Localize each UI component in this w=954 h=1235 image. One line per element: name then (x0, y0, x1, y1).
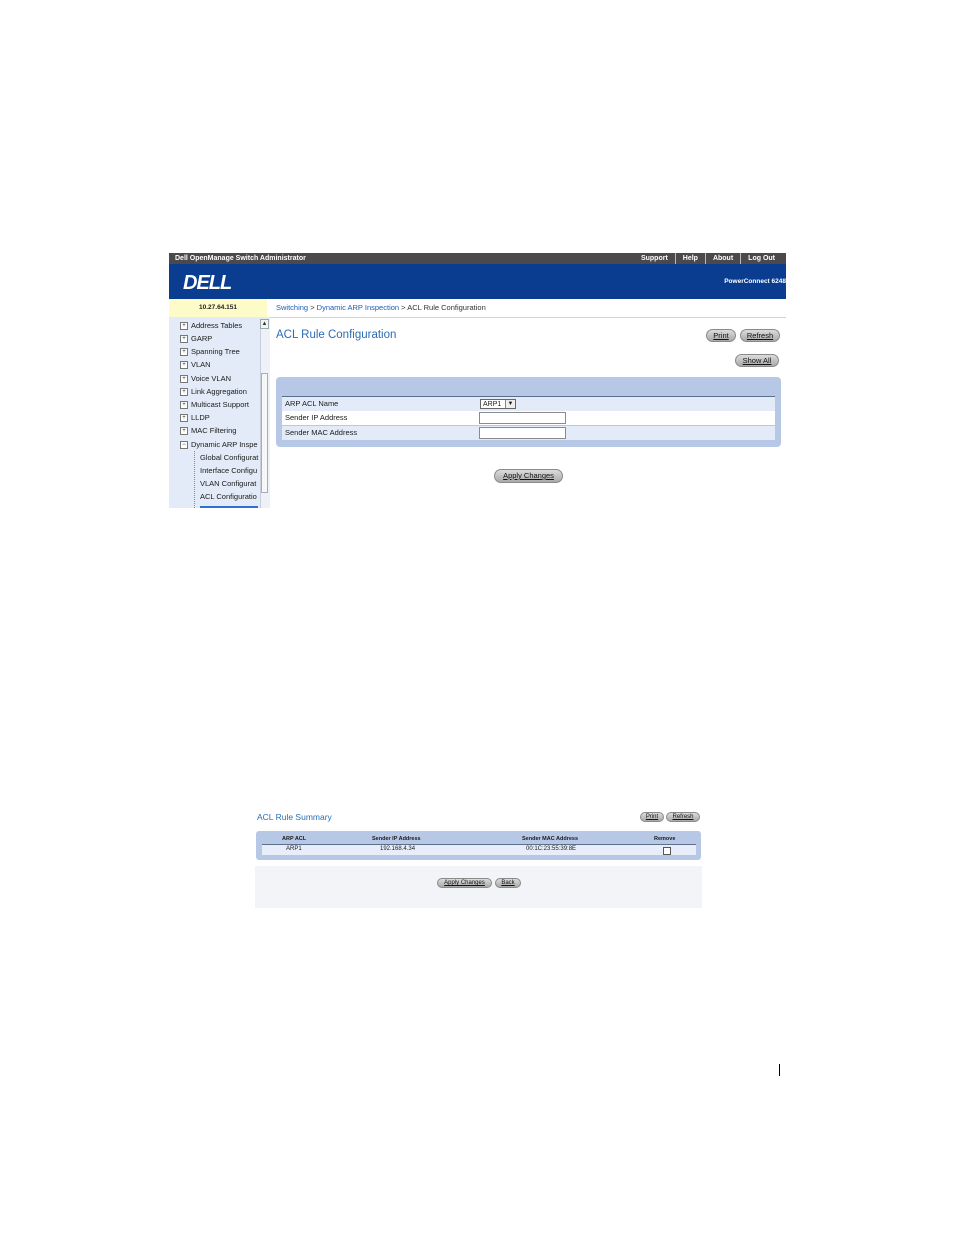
form-row-arp-acl-name (282, 396, 775, 411)
sidebar-item-label: Dynamic ARP Inspe (191, 440, 258, 449)
arp-acl-name-value: ARP1 (483, 401, 502, 408)
scroll-up-arrow-icon[interactable]: ▲ (261, 321, 268, 327)
sidebar-item-lldp[interactable] (180, 413, 260, 425)
column-header-sender-ip: Sender IP Address (372, 836, 421, 842)
expand-icon[interactable]: + (180, 348, 188, 356)
expand-icon[interactable]: + (180, 375, 188, 383)
column-header-sender-mac: Sender MAC Address (522, 836, 579, 842)
page-title: ACL Rule Configuration (276, 329, 397, 341)
table-row (262, 844, 696, 855)
form-row-sender-mac (282, 426, 775, 440)
sidebar-item-garp[interactable] (180, 334, 260, 346)
sender-mac-input[interactable] (479, 427, 566, 439)
logout-link[interactable]: Log Out (740, 253, 782, 264)
breadcrumb-current: ACL Rule Configuration (407, 303, 486, 312)
acl-rule-summary-table (256, 831, 701, 860)
sender-ip-label: Sender IP Address (285, 413, 348, 422)
sidebar-item-label: LLDP (191, 413, 210, 422)
form-row-sender-ip (282, 411, 775, 425)
help-link[interactable]: Help (675, 253, 705, 264)
sidebar-subitem-vlan-configuration[interactable]: VLAN Configurat (200, 479, 257, 488)
selected-item-indicator (200, 506, 258, 508)
refresh-button[interactable]: Refresh (740, 329, 780, 342)
arp-acl-name-select[interactable] (480, 399, 516, 409)
column-header-remove: Remove (654, 836, 676, 842)
sidebar-item-dynamic-arp-inspection[interactable] (180, 440, 260, 452)
expand-icon[interactable]: + (180, 401, 188, 409)
sender-mac-label: Sender MAC Address (285, 428, 358, 437)
header-banner (169, 264, 786, 299)
page-margin-mark (779, 1064, 780, 1076)
print-button[interactable]: Print (640, 812, 664, 822)
sidebar-item-voice-vlan[interactable] (180, 374, 260, 386)
tree-connector (194, 451, 196, 508)
expand-icon[interactable]: + (180, 335, 188, 343)
sidebar-item-label: Multicast Support (191, 400, 249, 409)
sidebar-subitem-global-configuration[interactable]: Global Configurat (200, 453, 259, 462)
sidebar-item-label: GARP (191, 334, 213, 343)
sidebar-item-link-aggregation[interactable] (180, 387, 260, 399)
ip-address-box: 10.27.64.151 (169, 299, 267, 317)
acl-rule-summary-screenshot (255, 808, 702, 908)
summary-title: ACL Rule Summary (257, 812, 332, 822)
top-links (634, 253, 782, 264)
arp-acl-name-label: ARP ACL Name (285, 399, 339, 408)
sidebar-subitem-acl-configuration[interactable]: ACL Configuratio (200, 492, 257, 501)
sidebar-item-label: VLAN (191, 360, 211, 369)
breadcrumb-separator: > (399, 303, 408, 312)
top-bar (169, 253, 786, 264)
sidebar-item-vlan[interactable] (180, 360, 260, 372)
apply-changes-button[interactable]: Apply Changes (437, 878, 492, 888)
print-button[interactable]: Print (706, 329, 736, 342)
breadcrumb (276, 303, 486, 312)
scrollbar-thumb[interactable] (261, 373, 268, 493)
breadcrumb-dai-link[interactable]: Dynamic ARP Inspection (316, 303, 400, 312)
support-link[interactable]: Support (640, 255, 668, 262)
app-title: Dell OpenManage Switch Administrator (175, 255, 306, 262)
breadcrumb-separator: > (308, 303, 317, 312)
sidebar-item-label: MAC Filtering (191, 426, 237, 435)
sidebar-item-address-tables[interactable] (180, 321, 260, 333)
acl-rule-configuration-screenshot (169, 253, 786, 508)
sender-ip-input[interactable] (479, 412, 566, 424)
sidebar-item-spanning-tree[interactable] (180, 347, 260, 359)
breadcrumb-switching-link[interactable]: Switching (276, 303, 309, 312)
device-model: PowerConnect 6248 (724, 278, 786, 285)
expand-icon[interactable]: + (180, 414, 188, 422)
sidebar-item-label: Spanning Tree (191, 347, 240, 356)
breadcrumb-divider (267, 317, 786, 318)
sidebar-item-mac-filtering[interactable] (180, 426, 260, 438)
dell-logo: DELL (183, 272, 232, 294)
expand-icon[interactable]: + (180, 361, 188, 369)
cell-arp-acl: ARP1 (286, 846, 302, 852)
apply-changes-button[interactable]: Apply Changes (494, 469, 563, 483)
back-button[interactable]: Back (495, 878, 521, 888)
column-header-arp-acl: ARP ACL (282, 836, 307, 842)
collapse-icon[interactable]: − (180, 441, 188, 449)
cell-sender-ip: 192.168.4.34 (380, 846, 416, 852)
cell-sender-mac: 00:1C:23:55:39:8E (526, 846, 577, 852)
refresh-button[interactable]: Refresh (666, 812, 700, 822)
sidebar-item-label: Link Aggregation (191, 387, 247, 396)
about-link[interactable]: About (705, 253, 740, 264)
expand-icon[interactable]: + (180, 427, 188, 435)
sidebar-item-label: Address Tables (191, 321, 243, 330)
expand-icon[interactable]: + (180, 322, 188, 330)
sidebar-subitem-interface-configuration[interactable]: Interface Configu (200, 466, 258, 475)
remove-checkbox[interactable] (663, 847, 671, 855)
acl-rule-form-panel (276, 377, 781, 447)
show-all-button[interactable]: Show All (735, 354, 779, 367)
sidebar-item-multicast-support[interactable] (180, 400, 260, 412)
expand-icon[interactable]: + (180, 388, 188, 396)
table-header (262, 836, 696, 844)
chevron-down-icon[interactable]: ▼ (505, 400, 515, 408)
sidebar-item-label: Voice VLAN (191, 374, 232, 383)
